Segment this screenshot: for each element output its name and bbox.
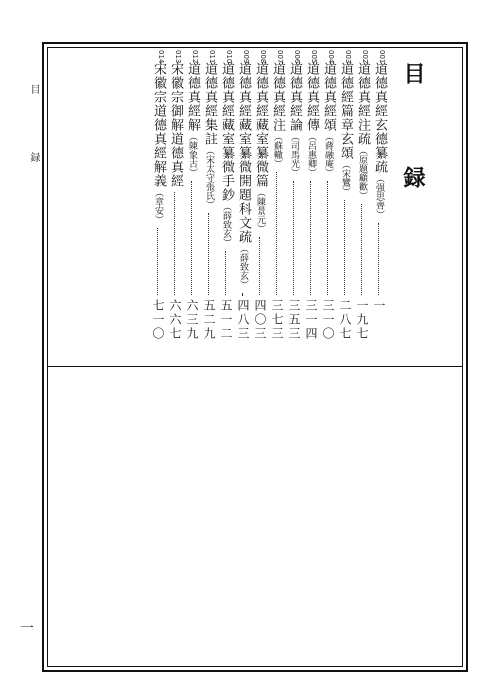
entry-title: [336, 62, 354, 196]
entry-title-text: 道德真經藏室纂微篇: [253, 62, 268, 188]
entry-title-text: 宋徽宗道德真經解義: [151, 62, 166, 188]
entry-title-text: 道德真經解: [185, 62, 200, 132]
toc-entry[interactable]: [251, 48, 269, 353]
dot-leader: [242, 293, 243, 295]
toc-entry[interactable]: [217, 48, 235, 353]
entry-page-number: 三五三: [287, 299, 301, 341]
dot-leader: [259, 237, 260, 295]
entry-page-number: 四〇三: [253, 299, 267, 341]
entry-author: （薛致玄）: [238, 244, 248, 289]
entry-author: （宋太守張氏）: [204, 146, 214, 209]
entry-number: 003: [344, 50, 352, 64]
entry-number: 006: [293, 50, 301, 64]
toc-entry[interactable]: [370, 48, 388, 353]
entry-page-number: 六三九: [185, 299, 199, 341]
entry-author: （司馬光）: [289, 132, 299, 177]
entry-author: （宋鸞）: [340, 160, 350, 196]
entry-page-number: 一: [372, 299, 386, 313]
entry-title-text: 宋徽宗御解道德真經: [168, 62, 183, 188]
entry-title-text: 道德真經玄德纂疏: [372, 62, 387, 174]
side-running-label: 目 録: [28, 84, 39, 186]
dot-leader: [191, 181, 192, 295]
entry-page-number: 七一〇: [151, 299, 165, 341]
entry-number: 008: [259, 50, 267, 64]
entry-title: [200, 62, 218, 209]
entry-number: 013: [174, 50, 182, 64]
dot-leader: [327, 181, 328, 295]
dot-leader: [208, 213, 209, 295]
entry-page-number: 三一〇: [321, 299, 335, 341]
entry-number: 011: [208, 50, 216, 64]
toc-entry[interactable]: [166, 48, 184, 353]
entry-page-number: 六六七: [168, 299, 182, 341]
entry-author: （原題顧歡）: [357, 146, 367, 200]
entry-title: [370, 62, 388, 219]
entry-page-number: 三一四: [304, 299, 318, 341]
table-of-contents: [144, 48, 388, 353]
entry-title-text: 道德真經藏室纂微開題科文疏: [236, 62, 251, 244]
entry-page-number: 一九七: [355, 299, 369, 341]
entry-author: （呂惠卿）: [306, 132, 316, 177]
entry-title-text: 道德真經頌: [321, 62, 336, 132]
entry-title: [149, 62, 167, 224]
dot-leader: [344, 200, 345, 295]
entry-title: [251, 62, 269, 233]
page-number: 一: [20, 621, 34, 637]
dot-leader: [174, 192, 175, 295]
entry-title: [166, 62, 184, 188]
toc-entry[interactable]: [183, 48, 201, 353]
entry-number: 012: [191, 50, 199, 64]
dot-leader: [293, 181, 294, 295]
entry-title-text: 道德真經傳: [304, 62, 319, 132]
toc-entry[interactable]: [285, 48, 303, 353]
entry-author: （陳景元）: [255, 188, 265, 233]
entry-title-text: 道德真經注疏: [355, 62, 370, 146]
toc-entry[interactable]: [302, 48, 320, 353]
toc-entry[interactable]: [336, 48, 354, 353]
entry-title-text: 道德經篇章玄頌: [338, 62, 353, 160]
entry-page-number: 五一二: [219, 299, 233, 341]
entry-title: [319, 62, 337, 177]
dot-leader: [157, 228, 158, 295]
entry-number: 005: [310, 50, 318, 64]
toc-entry[interactable]: [268, 48, 286, 353]
dot-leader: [225, 251, 226, 295]
entry-page-number: 四八三: [236, 299, 250, 341]
entry-page-number: 三七三: [270, 299, 284, 341]
toc-entry[interactable]: [234, 48, 252, 353]
toc-entry[interactable]: [319, 48, 337, 353]
page-divider: [47, 366, 463, 367]
toc-entry[interactable]: [200, 48, 218, 353]
entry-number: 014: [157, 50, 165, 64]
page-title: 目 録: [400, 62, 426, 218]
entry-title-text: 道德真經藏室纂微手鈔: [219, 62, 234, 202]
entry-page-number: 二八七: [338, 299, 352, 341]
entry-author: （薛致玄）: [221, 202, 231, 247]
dot-leader: [310, 181, 311, 295]
entry-title: [183, 62, 201, 177]
entry-title-text: 道德真經論: [287, 62, 302, 132]
entry-page-number: 五二九: [202, 299, 216, 341]
entry-number: 009: [242, 50, 250, 64]
entry-author: （章安）: [153, 188, 163, 224]
entry-title-text: 道德真經集註: [202, 62, 217, 146]
dot-leader: [378, 223, 379, 295]
entry-title: [268, 62, 286, 168]
entry-author: （强思齊）: [374, 174, 384, 219]
entry-title: [234, 62, 252, 289]
entry-number: 010: [225, 50, 233, 64]
entry-title: [353, 62, 371, 200]
entry-number: 004: [327, 50, 335, 64]
entry-number: 007: [276, 50, 284, 64]
entry-title: [217, 62, 235, 247]
toc-entry[interactable]: [149, 48, 167, 353]
entry-title-text: 道德真經注: [270, 62, 285, 132]
dot-leader: [276, 172, 277, 295]
toc-entry[interactable]: [353, 48, 371, 353]
entry-author: （蘇轍）: [272, 132, 282, 168]
dot-leader: [361, 204, 362, 295]
entry-number: 002: [361, 50, 369, 64]
entry-author: （陳象古）: [187, 132, 197, 177]
entry-author: （蔣融庵）: [323, 132, 333, 177]
entry-title: [302, 62, 320, 177]
entry-title: [285, 62, 303, 177]
entry-number: 001: [378, 50, 386, 64]
